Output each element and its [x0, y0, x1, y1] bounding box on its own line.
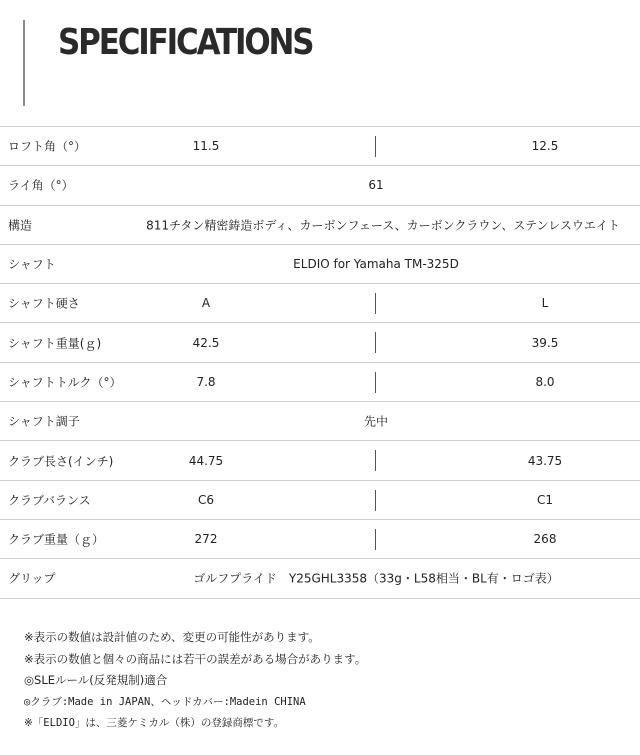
- spec-row-loft: [0, 127, 640, 166]
- spec-label: クラブ長さ(インチ): [8, 454, 114, 469]
- spec-value-1: 272: [194, 532, 218, 547]
- spec-label: シャフト重量(ｇ): [8, 336, 102, 351]
- spec-row-kick-point: [0, 402, 640, 441]
- spec-value-1: 42.5: [192, 335, 220, 350]
- column-divider: [375, 450, 376, 471]
- column-divider: [375, 136, 376, 157]
- column-divider: [375, 293, 376, 314]
- spec-value-2: 8.0: [535, 374, 555, 389]
- spec-value: 61: [368, 178, 384, 193]
- footnote: ※表示の数値と個々の商品には若干の誤差がある場合があります。: [24, 651, 367, 666]
- spec-value-1: 7.8: [196, 374, 216, 389]
- spec-row-club-balance: [0, 481, 640, 520]
- title-accent-bar: [23, 20, 25, 106]
- spec-label: シャフトトルク（°）: [8, 375, 122, 390]
- footnote: ◎クラブ:Made in JAPAN、ヘッドカバー:Madein CHINA: [24, 695, 306, 708]
- footnote: ◎SLEルール(反発規制)適合: [24, 673, 168, 688]
- spec-label: シャフト調子: [8, 414, 80, 429]
- footnote: ※「ELDIO」は、三菱ケミカル（株）の登録商標です。: [24, 717, 285, 730]
- spec-value-2: L: [541, 296, 549, 311]
- page-title: SPECIFICATIONS: [58, 22, 313, 63]
- spec-row-structure: [0, 206, 640, 245]
- spec-table: [0, 126, 640, 599]
- column-divider: [375, 372, 376, 393]
- spec-label: クラブ重量（ｇ）: [8, 532, 105, 547]
- spec-label: 構造: [8, 218, 33, 233]
- spec-row-shaft-flex: [0, 284, 640, 323]
- spec-row-club-weight: [0, 520, 640, 559]
- spec-value-2: C1: [536, 492, 554, 507]
- column-divider: [375, 529, 376, 550]
- spec-value: ゴルフプライド Y25GHL3358（33g・L58相当・BL有・ロゴ表）: [193, 571, 559, 586]
- spec-value-2: 43.75: [527, 453, 563, 468]
- spec-value: 811チタン精密鋳造ボディ、カーボンフェース、カーボンクラウン、ステンレスウエイト: [146, 218, 620, 233]
- spec-label: ロフト角（°）: [8, 139, 87, 154]
- spec-label: シャフト硬さ: [8, 296, 80, 311]
- spec-row-shaft-torque: [0, 363, 640, 402]
- spec-label: クラブバランス: [8, 493, 91, 508]
- spec-row-club-length: [0, 441, 640, 480]
- spec-value-2: 268: [533, 532, 557, 547]
- column-divider: [375, 332, 376, 353]
- spec-value-2: 39.5: [531, 335, 559, 350]
- column-divider: [375, 490, 376, 511]
- spec-row-shaft: [0, 245, 640, 284]
- spec-row-lie: [0, 166, 640, 205]
- spec-value-1: C6: [197, 492, 215, 507]
- spec-label: グリップ: [8, 571, 56, 586]
- spec-label: ライ角（°）: [8, 178, 74, 193]
- footnote: ※表示の数値は設計値のため、変更の可能性があります。: [24, 630, 320, 644]
- spec-value: ELDIO for Yamaha TM-325D: [293, 257, 459, 272]
- spec-value-1: A: [201, 296, 211, 311]
- spec-value-1: 44.75: [188, 453, 224, 468]
- spec-value: 先中: [363, 414, 389, 429]
- spec-row-grip: [0, 559, 640, 598]
- spec-value-1: 11.5: [192, 139, 220, 154]
- spec-row-shaft-weight: [0, 323, 640, 362]
- spec-value-2: 12.5: [531, 139, 559, 154]
- footnotes: [24, 627, 366, 735]
- spec-label: シャフト: [8, 257, 56, 272]
